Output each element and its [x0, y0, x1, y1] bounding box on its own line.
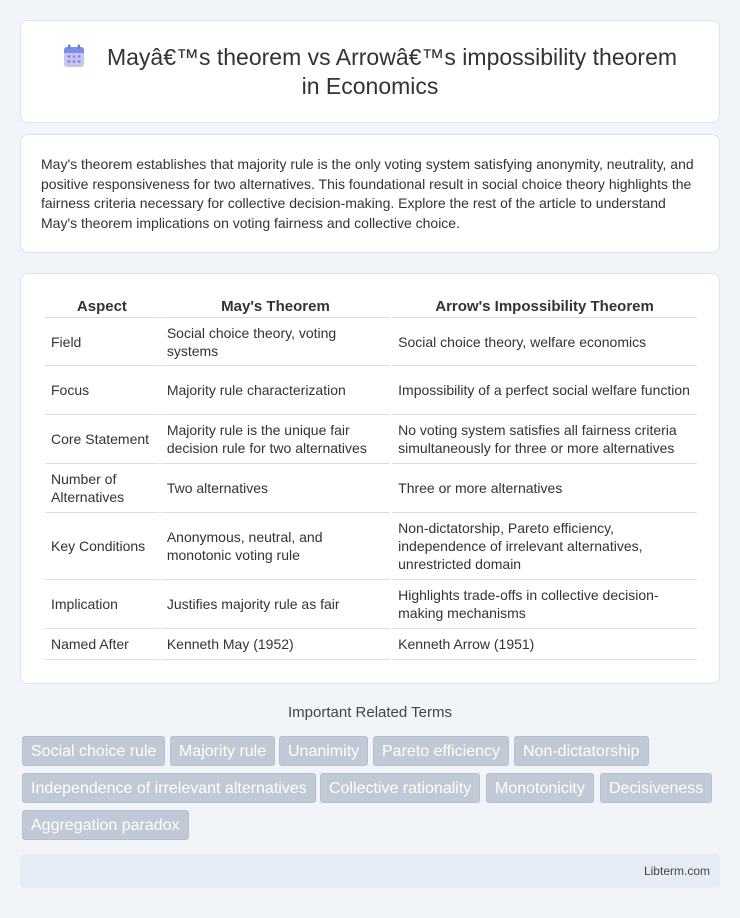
table-row	[45, 318, 697, 366]
table-row	[45, 366, 697, 415]
tag-aggregation-paradox[interactable]: Aggregation paradox	[22, 810, 189, 840]
cell-arrow: Non-dictatorship, Pareto efficiency, independence of irrelevant alternatives, unrestricted domain	[392, 513, 697, 580]
cell-aspect: Number of Alternatives	[45, 464, 159, 513]
table-row	[45, 580, 697, 629]
cell-aspect: Focus	[45, 366, 159, 415]
related-terms-title: Important Related Terms	[288, 704, 452, 721]
tag-majority-rule[interactable]: Majority rule	[170, 736, 275, 766]
header-aspect: Aspect	[45, 296, 159, 318]
cell-aspect: Core Statement	[45, 415, 159, 464]
cell-may: Kenneth May (1952)	[161, 629, 390, 660]
cell-aspect: Named After	[45, 629, 159, 660]
cell-arrow: Three or more alternatives	[392, 464, 697, 513]
page-title	[21, 43, 719, 101]
cell-may: Two alternatives	[161, 464, 390, 513]
cell-arrow: Highlights trade-offs in collective decision-making mechanisms	[392, 580, 697, 629]
cell-aspect: Implication	[45, 580, 159, 629]
cell-may: Social choice theory, voting systems	[161, 318, 390, 366]
tag-collective-rationality[interactable]: Collective rationality	[320, 773, 480, 803]
title-line-1: Mayâ€™s theorem vs Arrowâ€™s impossibility theorem	[106, 44, 678, 70]
footer-site-link[interactable]: Libterm.com	[643, 864, 710, 878]
cell-arrow: Impossibility of a perfect social welfare function	[392, 366, 697, 415]
header-mays-theorem: May's Theorem	[161, 296, 390, 318]
cell-may: Majority rule characterization	[161, 366, 390, 415]
cell-arrow: Social choice theory, welfare economics	[392, 318, 697, 366]
calendar-grid-icon	[63, 44, 85, 68]
table-header-row	[45, 296, 697, 318]
tag-decisiveness[interactable]: Decisiveness	[600, 773, 712, 803]
tag-social-choice-rule[interactable]: Social choice rule	[22, 736, 165, 766]
cell-may: Justifies majority rule as fair	[161, 580, 390, 629]
intro-paragraph: May's theorem establishes that majority rule is the only voting system satisfying anonymity, neutrality, and positive responsiveness for two alternatives. This foundational result in social choice theory highlights the fairness criteria necessary for collective decision-making. Explore the rest of the article to understand May's theorem implications on voting fairness and collective choice.	[41, 156, 694, 231]
header-arrows-theorem: Arrow's Impossibility Theorem	[392, 296, 697, 318]
title-line-2: in Economics	[301, 73, 439, 99]
tag-unanimity[interactable]: Unanimity	[279, 736, 368, 766]
cell-arrow: No voting system satisfies all fairness criteria simultaneously for three or more alternatives	[392, 415, 697, 464]
tag-non-dictatorship[interactable]: Non-dictatorship	[514, 736, 649, 766]
comparison-card	[20, 273, 720, 684]
cell-may: Anonymous, neutral, and monotonic voting rule	[161, 513, 390, 580]
table-row	[45, 513, 697, 580]
cell-arrow: Kenneth Arrow (1951)	[392, 629, 697, 660]
cell-aspect: Key Conditions	[45, 513, 159, 580]
tag-pareto-efficiency[interactable]: Pareto efficiency	[373, 736, 509, 766]
footer	[20, 854, 720, 888]
comparison-table	[43, 296, 699, 660]
cell-may: Majority rule is the unique fair decision rule for two alternatives	[161, 415, 390, 464]
cell-aspect: Field	[45, 318, 159, 366]
table-row	[45, 415, 697, 464]
table-row	[45, 629, 697, 660]
tag-independence-of-irrelevant-alternatives[interactable]: Independence of irrelevant alternatives	[22, 773, 316, 803]
header-card	[20, 20, 720, 123]
intro-card	[20, 134, 720, 253]
tag-monotonicity[interactable]: Monotonicity	[486, 773, 594, 803]
table-row	[45, 464, 697, 513]
